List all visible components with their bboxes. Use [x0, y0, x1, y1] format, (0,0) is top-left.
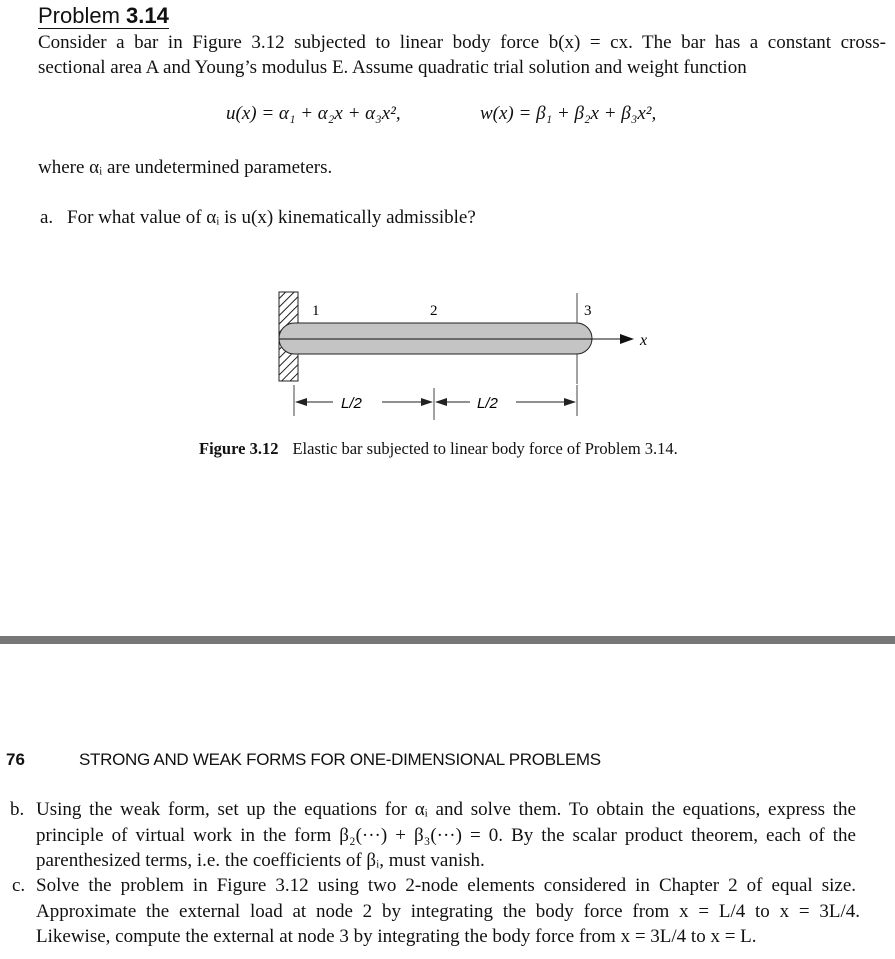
- part-b-line-2: principle of virtual work in the form β₂(···) + β₃(···) = 0. By the scalar product theorem, each of the: [36, 825, 856, 846]
- part-c-line-3: Likewise, compute the external at node 3 by integrating the body force from x = 3L/4 to x = L.: [36, 926, 757, 947]
- part-c-line-1: Solve the problem in Figure 3.12 using two 2-node elements considered in Chapter 2 of equal size.: [36, 875, 856, 896]
- x-axis-arrow-icon: [620, 334, 634, 344]
- trial-equation: u(x) = α₁ + α₂x + α₃x²,: [226, 103, 401, 124]
- part-a-marker: a.: [40, 207, 54, 228]
- figure-caption: [199, 439, 678, 459]
- part-c-line-2: Approximate the external load at node 2 by integrating the body force from x = L/4 to x = 3L/4.: [36, 901, 860, 922]
- node-label-2: 2: [430, 303, 438, 319]
- axis-label-x: x: [640, 332, 648, 349]
- dim-arrow-icon: [421, 398, 433, 406]
- problem-label: Problem: [38, 3, 120, 28]
- part-b-marker: b.: [10, 799, 25, 820]
- dim-arrow-right-icon: [564, 398, 576, 406]
- caption-text: Elastic bar subjected to linear body force of Problem 3.14.: [292, 439, 678, 458]
- weight-equation: w(x) = β₁ + β₂x + β₃x²,: [480, 103, 657, 124]
- part-a-text: For what value of αᵢ is u(x) kinematically admissible?: [67, 207, 476, 228]
- where-line: where αᵢ are undetermined parameters.: [38, 157, 333, 178]
- dim-arrow-icon: [435, 398, 447, 406]
- intro-line-1: Consider a bar in Figure 3.12 subjected to linear body force b(x) = cx. The bar has a constant cross-: [38, 32, 886, 53]
- page-number: 76: [6, 750, 25, 769]
- dim-arrow-left-icon: [295, 398, 307, 406]
- part-c-marker: c.: [12, 875, 26, 896]
- running-title: STRONG AND WEAK FORMS FOR ONE-DIMENSIONAL PROBLEMS: [79, 750, 601, 769]
- intro-line-2: sectional area A and Young’s modulus E. Assume quadratic trial solution and weight function: [38, 57, 747, 78]
- dim-label-1: L/2: [341, 395, 362, 412]
- part-b-line-1: Using the weak form, set up the equations for αᵢ and solve them. To obtain the equations, express the: [36, 799, 856, 820]
- node-label-1: 1: [312, 303, 320, 319]
- problem-number: 3.14: [126, 3, 169, 28]
- page-divider: [0, 636, 895, 644]
- caption-label: Figure 3.12: [199, 439, 279, 458]
- node-label-3: 3: [584, 303, 592, 319]
- dim-label-2: L/2: [477, 395, 498, 412]
- part-b-line-3: parenthesized terms, i.e. the coefficients of βᵢ, must vanish.: [36, 850, 485, 871]
